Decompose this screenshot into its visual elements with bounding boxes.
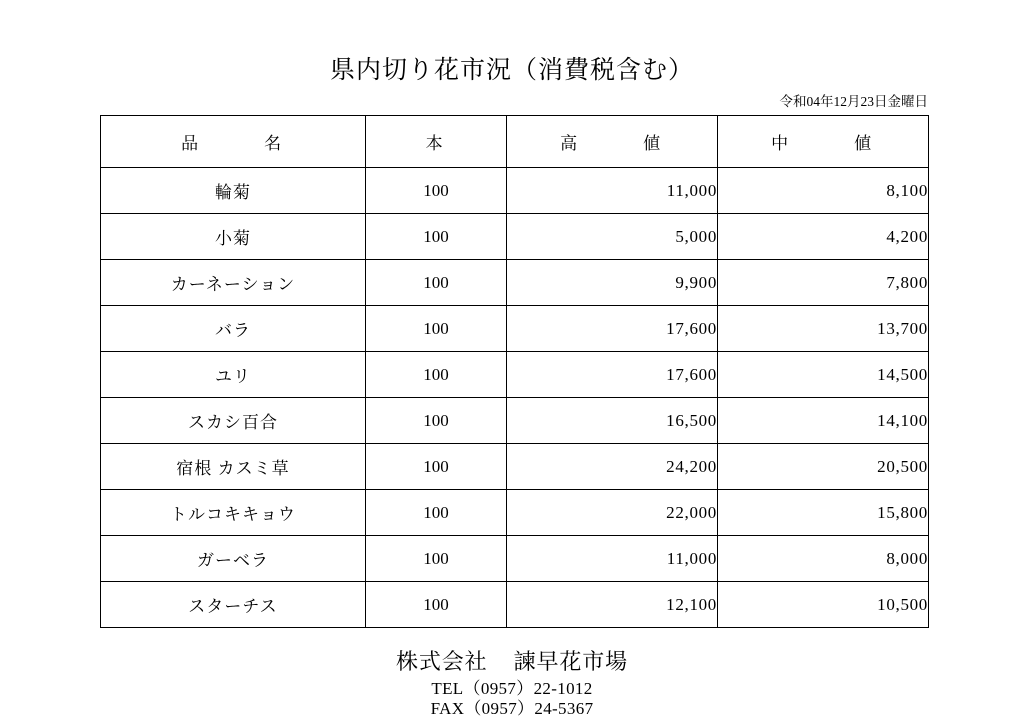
table-row bbox=[101, 260, 929, 306]
cell-mid: 15,800 bbox=[718, 490, 929, 536]
fax-line: FAX（0957）24-5367 bbox=[430, 699, 594, 718]
table-header-row bbox=[101, 116, 929, 168]
cell-mid: 7,800 bbox=[718, 260, 929, 306]
cell-qty: 100 bbox=[366, 582, 507, 628]
cell-high: 9,900 bbox=[507, 260, 718, 306]
column-header-high bbox=[507, 116, 718, 168]
cell-qty: 100 bbox=[366, 352, 507, 398]
table-row bbox=[101, 536, 929, 582]
cell-high: 5,000 bbox=[507, 214, 718, 260]
cell-high: 24,200 bbox=[507, 444, 718, 490]
cell-qty: 100 bbox=[366, 168, 507, 214]
document-date: 令和04年12月23日金曜日 bbox=[779, 94, 928, 109]
cell-name: ガーベラ bbox=[101, 536, 366, 582]
cell-name: スターチス bbox=[101, 582, 366, 628]
cell-high: 11,000 bbox=[507, 536, 718, 582]
cell-name: バラ bbox=[101, 306, 366, 352]
cell-qty: 100 bbox=[366, 398, 507, 444]
table-row bbox=[101, 398, 929, 444]
cell-mid: 10,500 bbox=[718, 582, 929, 628]
cell-name: スカシ百合 bbox=[101, 398, 366, 444]
cell-name: 輪菊 bbox=[101, 168, 366, 214]
cell-mid: 4,200 bbox=[718, 214, 929, 260]
cell-name: 宿根 カスミ草 bbox=[101, 444, 366, 490]
cell-name: カーネーション bbox=[101, 260, 366, 306]
cell-high: 22,000 bbox=[507, 490, 718, 536]
table-body bbox=[101, 168, 929, 628]
cell-mid: 20,500 bbox=[718, 444, 929, 490]
company-line bbox=[0, 645, 1024, 676]
table-row bbox=[101, 490, 929, 536]
cell-mid: 14,500 bbox=[718, 352, 929, 398]
telephone-line: TEL（0957）22-1012 bbox=[431, 679, 593, 698]
cell-name: 小菊 bbox=[101, 214, 366, 260]
cell-qty: 100 bbox=[366, 490, 507, 536]
table-row bbox=[101, 582, 929, 628]
table-row bbox=[101, 168, 929, 214]
cell-high: 12,100 bbox=[507, 582, 718, 628]
table-row bbox=[101, 306, 929, 352]
column-header-mid-label: 中 値 bbox=[771, 134, 875, 153]
table-row bbox=[101, 214, 929, 260]
company-prefix: 株式会社 bbox=[396, 649, 488, 674]
cell-high: 17,600 bbox=[507, 306, 718, 352]
cell-qty: 100 bbox=[366, 306, 507, 352]
cell-qty: 100 bbox=[366, 536, 507, 582]
column-header-qty-label: 本 bbox=[425, 134, 447, 153]
cell-high: 17,600 bbox=[507, 352, 718, 398]
cell-high: 16,500 bbox=[507, 398, 718, 444]
cell-mid: 14,100 bbox=[718, 398, 929, 444]
page-title: 県内切り花市況（消費税含む） bbox=[329, 57, 694, 84]
company-name: 諫早花市場 bbox=[513, 649, 628, 674]
column-header-name-label: 品 名 bbox=[181, 134, 285, 153]
cell-qty: 100 bbox=[366, 214, 507, 260]
cell-qty: 100 bbox=[366, 260, 507, 306]
cell-mid: 8,000 bbox=[718, 536, 929, 582]
cell-high: 11,000 bbox=[507, 168, 718, 214]
table-header bbox=[101, 116, 929, 168]
cell-qty: 100 bbox=[366, 444, 507, 490]
cell-mid: 13,700 bbox=[718, 306, 929, 352]
cell-mid: 8,100 bbox=[718, 168, 929, 214]
market-price-table bbox=[100, 115, 929, 628]
column-header-high-label: 高 値 bbox=[560, 134, 664, 153]
table-row bbox=[101, 352, 929, 398]
column-header-mid bbox=[718, 116, 929, 168]
cell-name: ユリ bbox=[101, 352, 366, 398]
cell-name: トルコキキョウ bbox=[101, 490, 366, 536]
table-row bbox=[101, 444, 929, 490]
column-header-name bbox=[101, 116, 366, 168]
column-header-qty bbox=[366, 116, 507, 168]
